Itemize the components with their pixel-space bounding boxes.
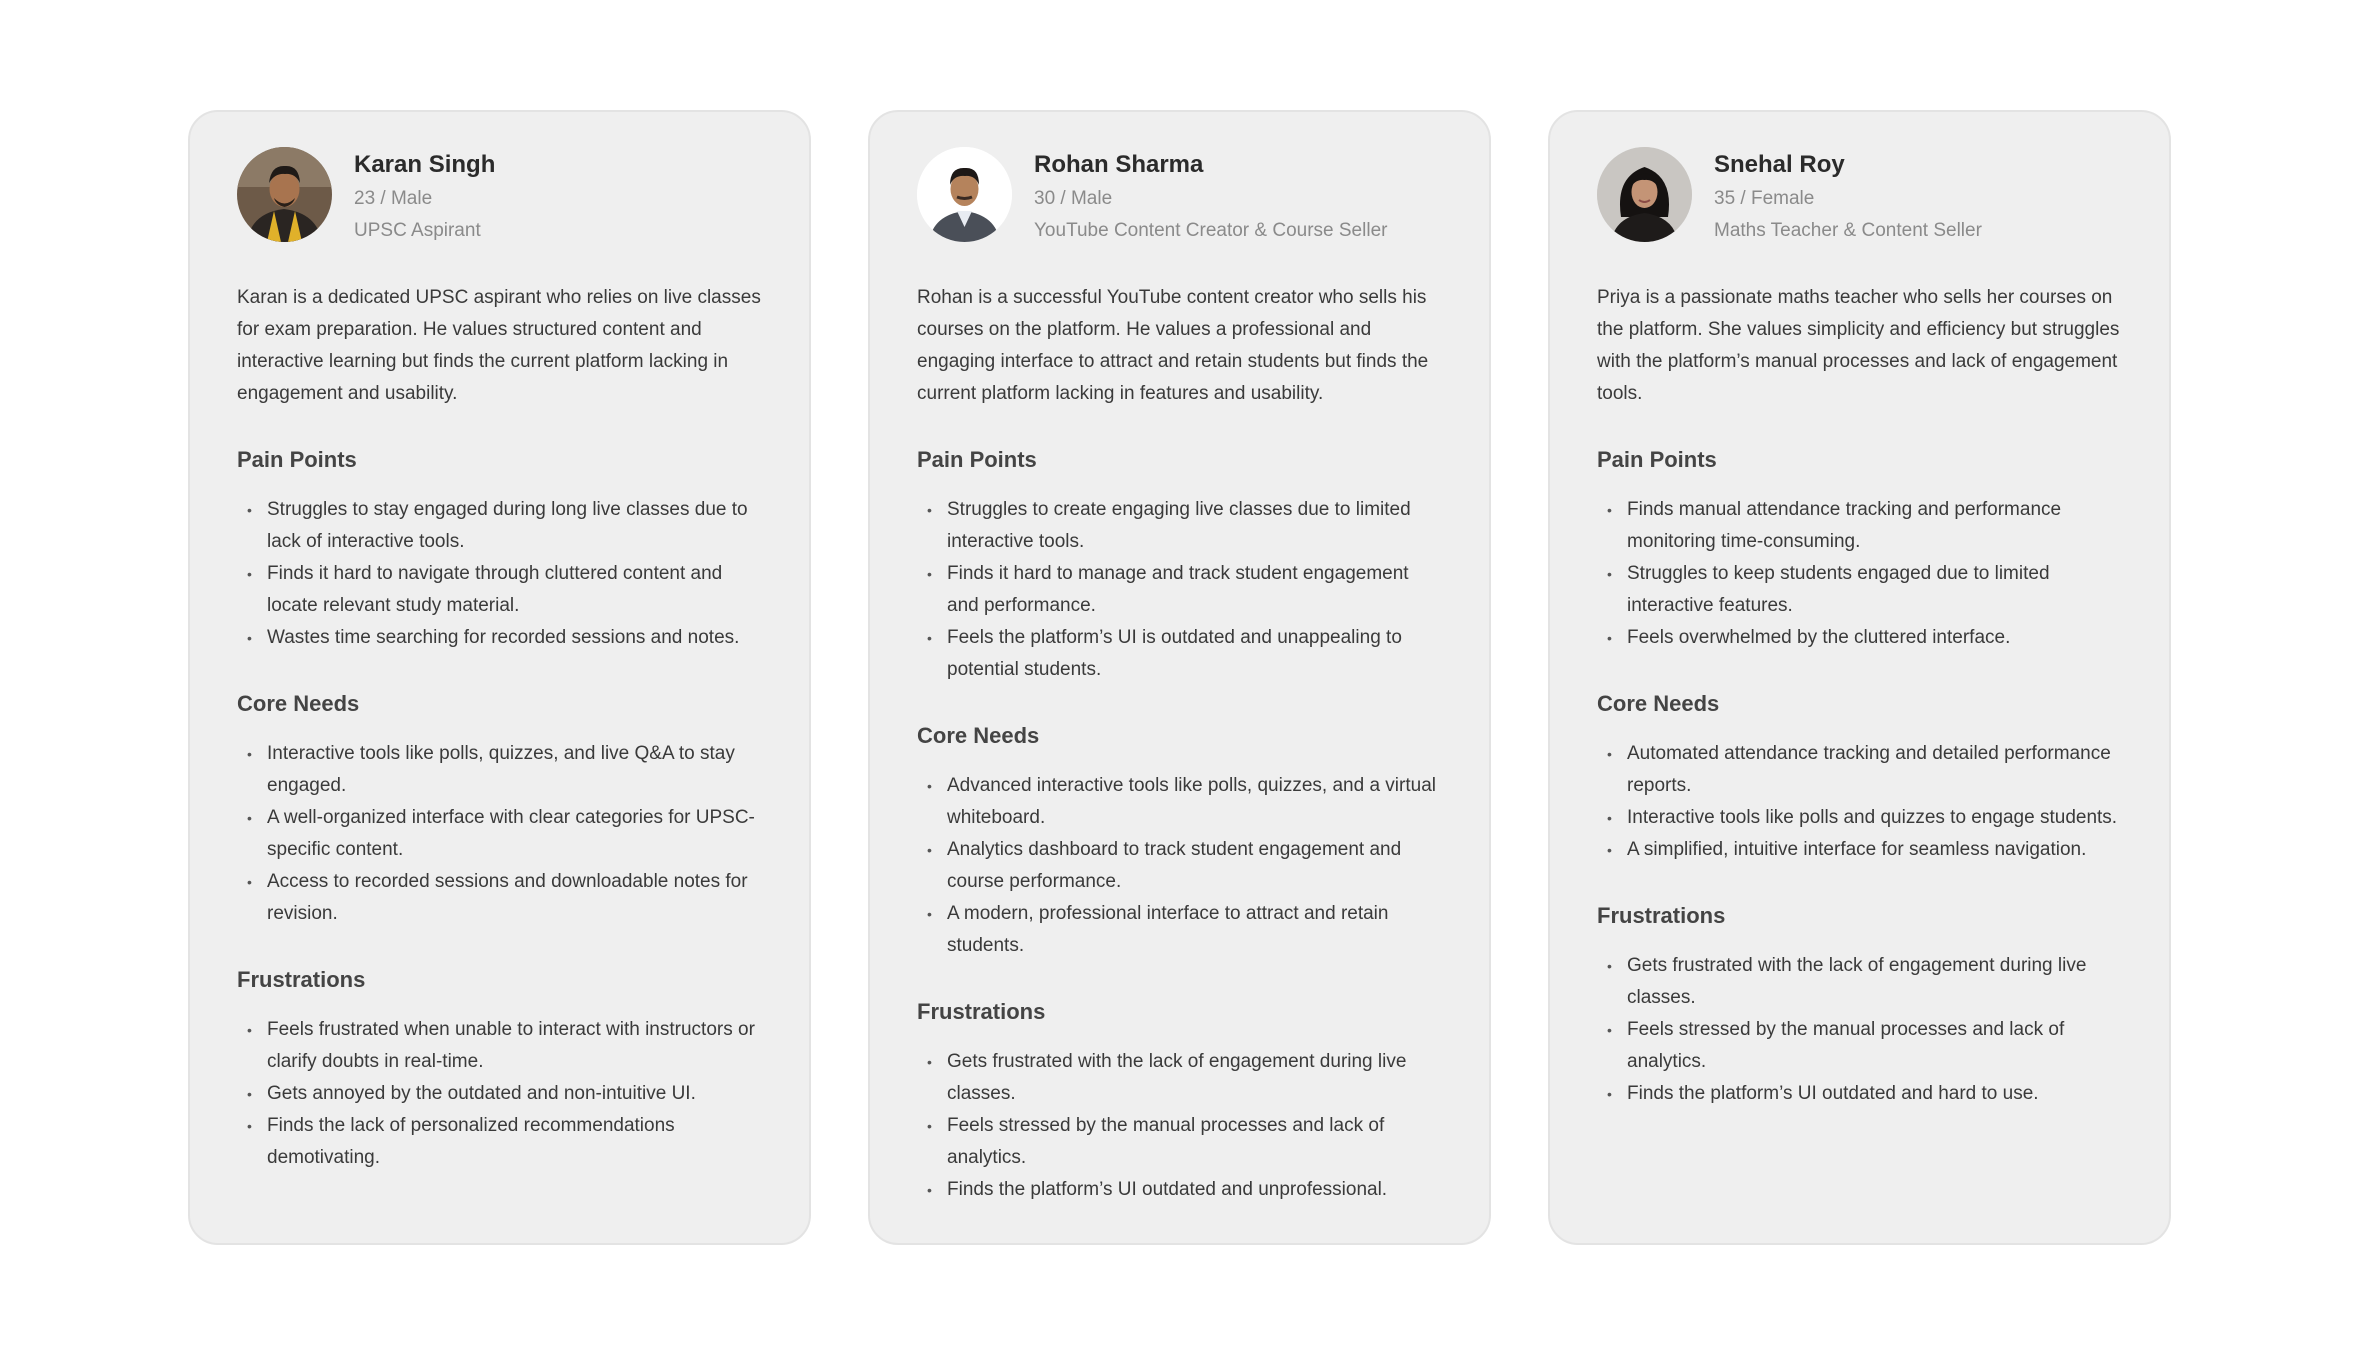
- list-item: • Wastes time searching for recorded sessions and notes.: [237, 622, 761, 654]
- list-item: • Gets frustrated with the lack of engagement during live classes.: [917, 1046, 1441, 1110]
- list-item: • Interactive tools like polls and quizzes to engage students.: [1597, 802, 2121, 834]
- list-item: • Struggles to stay engaged during long live classes due to lack of interactive tools.: [237, 494, 761, 558]
- persona-description: Rohan is a successful YouTube content creator who sells his courses on the platform. He values a professional and engaging interface to attract and retain students but finds the current platform lacking in features and usability.: [917, 287, 1429, 404]
- list-item: • A simplified, intuitive interface for seamless navigation.: [1597, 834, 2121, 866]
- persona-card-snehal: [1548, 110, 2171, 1245]
- list-item: • A modern, professional interface to attract and retain students.: [917, 898, 1441, 962]
- list-item: • Access to recorded sessions and downloadable notes for revision.: [237, 866, 761, 930]
- list-item: • Finds the platform’s UI outdated and hard to use.: [1597, 1078, 2121, 1110]
- list-item: • Gets annoyed by the outdated and non-intuitive UI.: [237, 1078, 761, 1110]
- persona-cards: [188, 110, 2171, 1245]
- list-item: • Analytics dashboard to track student engagement and course performance.: [917, 834, 1441, 898]
- avatar: [917, 147, 1012, 242]
- list-item: • Feels frustrated when unable to interact with instructors or clarify doubts in real-time.: [237, 1014, 761, 1078]
- persona-card-rohan: [868, 110, 1491, 1245]
- persona-header: [917, 147, 1441, 243]
- persona-name: Rohan Sharma: [1034, 151, 1204, 178]
- persona-description: Priya is a passionate maths teacher who sells her courses on the platform. She values simplicity and efficiency but struggles with the platform’s manual processes and lack of engagement tools.: [1597, 287, 2120, 404]
- persona-card-karan: [188, 110, 811, 1245]
- list-item: • Finds it hard to navigate through cluttered content and locate relevant study material.: [237, 558, 761, 622]
- list-item: • Finds manual attendance tracking and performance monitoring time-consuming.: [1597, 494, 2121, 558]
- list-item: • Feels stressed by the manual processes and lack of analytics.: [1597, 1014, 2121, 1078]
- persona-age-gender: 35 / Female: [1714, 188, 1815, 209]
- pain-points-list: [917, 494, 1441, 686]
- list-item: • Gets frustrated with the lack of engagement during live classes.: [1597, 950, 2121, 1014]
- persona-description: Karan is a dedicated UPSC aspirant who relies on live classes for exam preparation. He values structured content and interactive learning but finds the current platform lacking in engagement and usability.: [237, 287, 761, 404]
- core-needs-list: [917, 770, 1441, 962]
- avatar: [1597, 147, 1692, 242]
- persona-age-gender: 23 / Male: [354, 188, 433, 209]
- frustrations-list: [917, 1046, 1441, 1206]
- section-title-pain-points: Pain Points: [917, 447, 1037, 472]
- section-title-pain-points: Pain Points: [1597, 447, 1717, 472]
- list-item: • Feels the platform’s UI is outdated and unappealing to potential students.: [917, 622, 1441, 686]
- list-item: • Finds the platform’s UI outdated and unprofessional.: [917, 1174, 1441, 1206]
- list-item: • Feels overwhelmed by the cluttered interface.: [1597, 622, 2121, 654]
- section-title-pain-points: Pain Points: [237, 447, 357, 472]
- section-title-frustrations: Frustrations: [917, 999, 1046, 1024]
- list-item: • Struggles to create engaging live classes due to limited interactive tools.: [917, 494, 1441, 558]
- list-item: • Finds it hard to manage and track student engagement and performance.: [917, 558, 1441, 622]
- persona-role: YouTube Content Creator & Course Seller: [1034, 220, 1388, 241]
- list-item: • Finds the lack of personalized recommendations demotivating.: [237, 1110, 761, 1174]
- section-title-core-needs: Core Needs: [1597, 691, 1720, 716]
- persona-header: [237, 147, 761, 243]
- list-item: • Struggles to keep students engaged due to limited interactive features.: [1597, 558, 2121, 622]
- persona-header: [1597, 147, 2121, 243]
- persona-role: UPSC Aspirant: [354, 220, 481, 241]
- section-title-frustrations: Frustrations: [237, 967, 366, 992]
- list-item: • Advanced interactive tools like polls, quizzes, and a virtual whiteboard.: [917, 770, 1441, 834]
- section-title-frustrations: Frustrations: [1597, 903, 1726, 928]
- list-item: • Feels stressed by the manual processes and lack of analytics.: [917, 1110, 1441, 1174]
- section-title-core-needs: Core Needs: [917, 723, 1040, 748]
- persona-name: Karan Singh: [354, 151, 496, 178]
- pain-points-list: [1597, 494, 2121, 654]
- section-title-core-needs: Core Needs: [237, 691, 360, 716]
- list-item: • Interactive tools like polls, quizzes, and live Q&A to stay engaged.: [237, 738, 761, 802]
- frustrations-list: [1597, 950, 2121, 1110]
- core-needs-list: [237, 738, 761, 930]
- core-needs-list: [1597, 738, 2121, 866]
- pain-points-list: [237, 494, 761, 654]
- frustrations-list: [237, 1014, 761, 1174]
- persona-role: Maths Teacher & Content Seller: [1714, 220, 1982, 241]
- persona-name: Snehal Roy: [1714, 151, 1845, 178]
- list-item: • Automated attendance tracking and detailed performance reports.: [1597, 738, 2121, 802]
- persona-age-gender: 30 / Male: [1034, 188, 1113, 209]
- avatar: [237, 147, 332, 242]
- list-item: • A well-organized interface with clear categories for UPSC-specific content.: [237, 802, 761, 866]
